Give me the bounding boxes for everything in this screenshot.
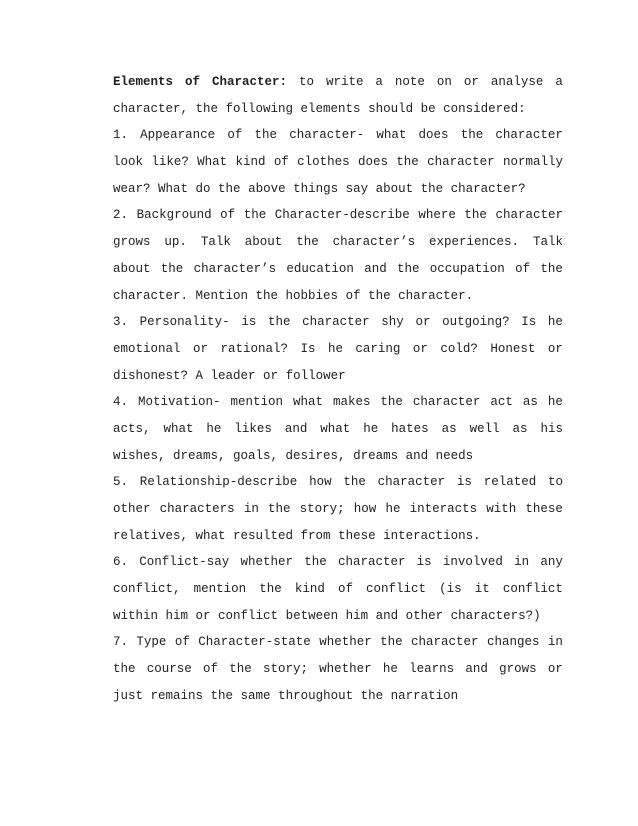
text-word: the	[420, 181, 444, 196]
text-word: between	[285, 608, 339, 623]
text-line	[113, 603, 563, 630]
text-word: Character-describe	[274, 208, 410, 223]
text-word: the	[195, 101, 219, 116]
text-word: just	[113, 688, 144, 703]
text-line	[113, 202, 563, 229]
text-word: any	[540, 555, 563, 570]
text-word: his	[540, 421, 563, 436]
text-word: the	[304, 555, 327, 570]
text-word: the	[380, 635, 403, 650]
text-word: remains	[150, 688, 204, 703]
text-word: relatives,	[113, 528, 189, 543]
text-line	[113, 496, 563, 523]
text-word: characters	[159, 502, 235, 516]
text-word: the	[396, 155, 419, 170]
text-word: he	[385, 502, 401, 516]
text-word: grows	[499, 662, 537, 677]
text-word: of	[174, 635, 190, 650]
text-word: the	[255, 288, 279, 303]
text-word: character’s	[193, 261, 277, 276]
text-word: Appearance	[140, 128, 216, 143]
text-word: what	[292, 395, 323, 410]
text-word: the	[396, 261, 420, 276]
text-word: leader	[210, 368, 256, 383]
text-word: as	[512, 421, 528, 436]
text-word: conflict	[502, 582, 563, 597]
text-word: Personality-	[139, 315, 230, 330]
text-word: 1.	[113, 128, 129, 143]
text-word: or	[192, 341, 208, 356]
text-word: character	[495, 208, 563, 223]
text-word: 5.	[113, 475, 129, 490]
text-word: within	[113, 608, 159, 623]
text-word: Is	[300, 341, 316, 356]
text-word: desires,	[285, 448, 346, 463]
text-word: analyse	[490, 75, 544, 89]
text-line	[113, 469, 563, 496]
text-word: related	[483, 475, 537, 490]
text-word: where	[418, 208, 456, 223]
text-word: changes	[486, 635, 540, 650]
text-word: as	[522, 395, 538, 410]
text-word: be	[420, 101, 436, 116]
text-word: he	[363, 421, 379, 436]
text-word: of	[227, 128, 243, 143]
text-word: about	[244, 235, 283, 250]
text-word: occupation	[429, 261, 505, 276]
text-line	[113, 69, 563, 96]
text-word: What	[158, 181, 189, 196]
text-line	[113, 283, 563, 310]
text-word: and	[405, 448, 429, 463]
text-word: resulted	[233, 528, 294, 543]
text-word: narration	[390, 688, 459, 703]
text-line	[113, 122, 563, 149]
text-word: character	[412, 395, 481, 410]
text-word: of	[345, 288, 361, 303]
text-word: the	[460, 128, 484, 143]
text-word: what	[376, 128, 407, 143]
text-word: likes	[234, 421, 272, 436]
text-word: character?	[450, 181, 526, 196]
text-word: how	[309, 475, 332, 490]
text-word: act	[490, 395, 513, 410]
text-word: note	[394, 75, 425, 89]
text-line	[113, 523, 563, 550]
text-word: cold?	[440, 341, 478, 356]
text-word: Mention	[195, 288, 249, 303]
text-word: of	[515, 261, 531, 276]
text-word: characters?)	[450, 608, 541, 623]
text-word: he	[327, 341, 343, 356]
text-line	[113, 683, 563, 710]
text-word: he	[206, 421, 222, 436]
text-word: to	[298, 75, 314, 89]
text-word: throughout	[278, 688, 354, 703]
text-word: other	[113, 502, 151, 516]
text-word: goals,	[233, 448, 279, 463]
text-line	[113, 549, 563, 576]
text-word: these	[338, 528, 376, 543]
text-word: A	[195, 368, 204, 383]
text-word: he	[382, 662, 398, 677]
text-word: do	[195, 181, 211, 196]
text-line	[113, 389, 563, 416]
text-line	[113, 176, 563, 203]
text-word: character.	[398, 288, 474, 303]
text-word: 2.	[113, 208, 129, 223]
text-word: needs	[435, 448, 474, 463]
text-line	[113, 576, 563, 603]
text-word: as	[441, 421, 457, 436]
text-word: mention	[193, 582, 247, 597]
text-word: character	[377, 475, 446, 490]
text-word: dreams,	[173, 448, 226, 463]
text-word: what	[163, 421, 194, 436]
text-line	[113, 229, 563, 256]
text-word: shy	[381, 315, 404, 330]
text-line	[113, 363, 563, 390]
text-word: considered:	[443, 101, 526, 116]
text-word: course	[146, 662, 192, 677]
text-word: interacts	[409, 502, 478, 516]
text-word: and	[465, 662, 488, 677]
text-word: does	[357, 155, 388, 170]
text-line	[113, 149, 563, 176]
text-word: he	[547, 395, 563, 410]
text-word: of	[220, 208, 236, 223]
text-word: Background	[136, 208, 212, 223]
text-word: what	[195, 528, 226, 543]
text-word: hobbies	[285, 288, 339, 303]
text-word: the	[243, 208, 267, 223]
text-word: character	[411, 635, 479, 650]
text-word: it	[474, 582, 490, 597]
text-word: Type	[136, 635, 167, 650]
text-word: above	[248, 181, 286, 196]
text-word: character	[337, 555, 406, 570]
text-word: the	[296, 235, 319, 250]
text-word: in	[514, 555, 530, 570]
text-word: story;	[299, 502, 345, 516]
text-word: and	[284, 421, 308, 436]
text-word: is	[416, 555, 432, 570]
text-word: the	[218, 181, 241, 196]
text-word: dishonest?	[113, 368, 189, 383]
text-word: or	[263, 368, 279, 383]
text-word: the	[210, 688, 234, 703]
text-word: write	[325, 75, 364, 89]
text-word: same	[240, 688, 271, 703]
text-word: is	[456, 475, 472, 490]
text-word: of	[202, 662, 218, 677]
text-word: Talk	[532, 235, 563, 250]
text-word: hates	[391, 421, 429, 436]
text-word: other	[405, 608, 444, 623]
text-line	[113, 443, 563, 470]
text-word: acts,	[113, 421, 151, 436]
text-word: him	[165, 608, 189, 623]
text-word: or	[412, 341, 428, 356]
text-line	[113, 96, 563, 123]
text-word: about	[375, 181, 414, 196]
text-word: the	[113, 662, 136, 677]
text-word: 3.	[113, 315, 129, 330]
text-word: outgoing?	[442, 315, 510, 330]
text-word: things	[293, 181, 339, 196]
text-word: makes	[332, 395, 371, 410]
text-word: experiences.	[429, 235, 520, 250]
text-word: in	[547, 635, 563, 650]
text-word: the	[360, 688, 384, 703]
text-word: or	[415, 315, 431, 330]
text-word: rational?	[220, 341, 288, 356]
text-word: Is	[521, 315, 537, 330]
text-word: clothes	[297, 155, 350, 170]
text-word: What	[197, 155, 228, 170]
text-word: conflict	[218, 608, 279, 623]
heading-word: of	[184, 75, 200, 89]
text-word: 6.	[113, 555, 129, 570]
text-word: character	[302, 315, 370, 330]
text-word: about	[113, 261, 151, 276]
text-word: dreams	[353, 448, 399, 463]
text-word: 7.	[113, 635, 129, 650]
text-word: whether	[240, 555, 293, 570]
text-word: education	[286, 261, 354, 276]
text-word: look	[113, 155, 144, 170]
text-word: character,	[113, 101, 189, 116]
text-word: is	[241, 315, 257, 330]
text-word: whether	[319, 662, 372, 677]
text-word: on	[436, 75, 452, 89]
text-word: normally	[502, 155, 563, 170]
text-word: or	[547, 662, 563, 677]
text-word: and	[364, 261, 387, 276]
text-word: the	[229, 662, 252, 677]
text-word: character	[427, 155, 495, 170]
text-word: Talk	[200, 235, 231, 250]
text-word: (is	[439, 582, 462, 597]
text-word: character’s	[332, 235, 416, 250]
text-word: him	[345, 608, 369, 623]
text-word: Motivation-	[137, 395, 221, 410]
text-word: character-	[289, 128, 365, 143]
text-word: mention	[230, 395, 283, 410]
text-word: emotional	[113, 341, 181, 356]
text-line	[113, 309, 563, 336]
text-word: Conflict-say	[139, 555, 230, 570]
text-word: story;	[262, 662, 308, 677]
text-word: or	[195, 608, 211, 623]
heading-word: Elements	[113, 75, 174, 89]
text-line	[113, 336, 563, 363]
text-word: Character-state	[198, 635, 311, 650]
text-word: caring	[355, 341, 401, 356]
text-word: does	[418, 128, 449, 143]
text-word: character	[495, 128, 563, 143]
text-word: to	[547, 475, 563, 490]
text-word: learns	[409, 662, 455, 677]
text-word: of	[337, 582, 353, 597]
text-word: whether	[319, 635, 372, 650]
text-word: follower	[285, 368, 346, 383]
text-line	[113, 629, 563, 656]
text-word: Relationship-describe	[139, 475, 298, 490]
text-word: should	[368, 101, 414, 116]
text-word: or	[463, 75, 479, 89]
document-body	[113, 69, 563, 710]
text-word: wishes,	[113, 448, 166, 463]
text-word: wear?	[113, 181, 151, 196]
text-word: the	[254, 128, 278, 143]
text-word: the	[368, 288, 391, 303]
text-word: a	[375, 75, 383, 89]
text-word: kind	[235, 155, 266, 170]
text-word: the	[267, 502, 291, 516]
text-word: Honest	[490, 341, 536, 356]
text-word: the	[267, 315, 291, 330]
text-word: the	[464, 208, 487, 223]
text-word: the	[160, 261, 184, 276]
text-word: conflict	[366, 582, 427, 597]
text-word: kind	[294, 582, 325, 597]
text-line	[113, 256, 563, 283]
text-word: what	[320, 421, 351, 436]
text-word: interactions.	[383, 528, 481, 543]
text-word: conflict,	[113, 582, 181, 597]
text-word: up.	[164, 235, 187, 250]
text-word: and	[375, 608, 399, 623]
text-line	[113, 416, 563, 443]
text-word: involved	[442, 555, 503, 570]
text-word: in	[243, 502, 259, 516]
text-word: well	[469, 421, 500, 436]
text-word: elements	[300, 101, 361, 116]
text-word: he	[547, 315, 563, 330]
text-word: following	[225, 101, 294, 116]
text-line	[113, 656, 563, 683]
text-word: 4.	[113, 395, 129, 410]
text-word: how	[353, 502, 377, 516]
text-word: the	[540, 261, 563, 276]
text-word: or	[547, 341, 563, 356]
text-word: say	[345, 181, 369, 196]
text-word: grows	[113, 235, 151, 250]
text-word: the	[259, 582, 282, 597]
text-word: a	[555, 75, 563, 89]
text-word: with	[486, 502, 517, 516]
text-word: these	[525, 502, 563, 516]
text-word: from	[300, 528, 331, 543]
text-word: like?	[151, 155, 189, 170]
text-word: the	[380, 395, 403, 410]
text-word: the	[343, 475, 366, 490]
heading-word: Character:	[211, 75, 287, 89]
text-word: character.	[113, 288, 189, 303]
text-word: of	[273, 155, 289, 170]
